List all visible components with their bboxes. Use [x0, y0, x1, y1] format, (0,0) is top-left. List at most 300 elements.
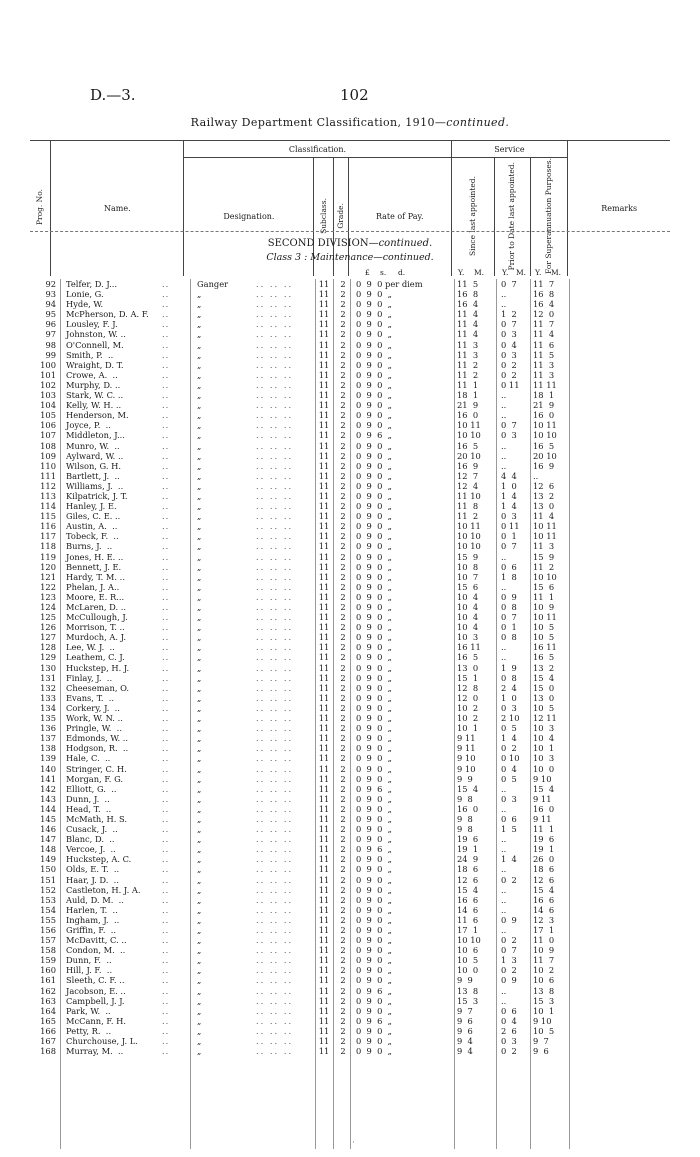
- leader-dots: .. .. ..: [256, 935, 294, 946]
- superannuation-cell: 11 7: [533, 279, 555, 289]
- rate-cell: 0 9 0 „: [356, 581, 392, 592]
- since-last-cell: 9 10: [457, 763, 476, 774]
- prog-no-cell: 146: [40, 824, 56, 835]
- leader-dots: .. .. ..: [256, 329, 294, 340]
- name-cell: Stringer, C. H.: [66, 763, 127, 774]
- name-cell: Huckstep, H. J.: [66, 662, 130, 673]
- leader-dots: ..: [162, 359, 170, 370]
- grade-cell: 2: [340, 1005, 346, 1016]
- prog-no-cell: 118: [40, 541, 56, 552]
- superannuation-cell: 11 5: [533, 349, 555, 360]
- prior-cell: ..: [501, 864, 507, 875]
- col-name: Name.: [51, 141, 184, 276]
- prior-cell: 0 7: [501, 279, 517, 289]
- name-cell: Churchouse, J. L.: [66, 1036, 138, 1047]
- leader-dots: ..: [162, 763, 170, 774]
- rate-cell: 0 9 0 „: [356, 834, 392, 845]
- superannuation-cell: 10 5: [533, 632, 555, 643]
- leader-dots: .. .. ..: [256, 925, 294, 935]
- prog-no-cell: 99: [45, 349, 56, 360]
- prog-no-cell: 143: [40, 793, 56, 804]
- leader-dots: ..: [162, 834, 170, 845]
- superannuation-cell: 9 7: [533, 1036, 549, 1047]
- table-row: [0, 663, 700, 673]
- subclass-cell: 11: [318, 914, 330, 925]
- prog-no-cell: 158: [40, 945, 56, 956]
- grade-cell: 2: [340, 773, 346, 784]
- name-cell: Petty, R. ..: [66, 1025, 112, 1036]
- name-cell: Huckstep, A. C.: [66, 854, 132, 865]
- since-last-cell: 9 4: [457, 1036, 473, 1047]
- since-last-cell: 9 9: [457, 975, 473, 986]
- superannuation-cell: 10 10: [533, 571, 557, 582]
- table-row: [0, 703, 700, 713]
- table-row: [0, 834, 700, 844]
- rate-cell: 0 9 6 „: [356, 844, 392, 855]
- since-last-cell: 20 10: [457, 450, 481, 461]
- designation-cell: „: [197, 571, 202, 582]
- table-row: [0, 683, 700, 693]
- name-cell: Head, T. ..: [66, 803, 112, 814]
- table-row: [0, 572, 700, 582]
- table-row: [0, 592, 700, 602]
- leader-dots: .. .. ..: [256, 1036, 294, 1047]
- name-cell: Morrison, T. ..: [66, 622, 125, 633]
- leader-dots: ..: [162, 672, 170, 683]
- grade-cell: 2: [340, 692, 346, 703]
- name-cell: Hyde, W.: [66, 299, 104, 310]
- table-row: [0, 885, 700, 895]
- designation-cell: „: [197, 975, 202, 986]
- col-prior: Prior to Date last appointed.: [495, 158, 531, 276]
- grade-cell: 2: [340, 793, 346, 804]
- leader-dots: .. .. ..: [256, 622, 294, 633]
- table-row: [0, 370, 700, 380]
- rate-cell: 0 9 0 „: [356, 803, 392, 814]
- leader-dots: ..: [162, 894, 170, 905]
- rate-cell: 0 9 0 „: [356, 400, 392, 411]
- since-last-cell: 10 10: [457, 541, 481, 552]
- leader-dots: .. .. ..: [256, 612, 294, 623]
- subclass-cell: 11: [318, 470, 330, 481]
- prog-no-cell: 154: [40, 904, 56, 915]
- designation-cell: „: [197, 329, 202, 340]
- since-last-cell: 11 2: [457, 511, 479, 522]
- since-last-cell: 9 6: [457, 1025, 473, 1036]
- table-row: [0, 319, 700, 329]
- leader-dots: ..: [162, 561, 170, 572]
- leader-dots: ..: [162, 975, 170, 986]
- superannuation-cell: 12 11: [533, 713, 557, 724]
- superannuation-cell: 10 5: [533, 1025, 555, 1036]
- prog-no-cell: 92: [45, 279, 56, 289]
- superannuation-cell: 10 11: [533, 521, 557, 532]
- leader-dots: ..: [162, 279, 170, 289]
- name-cell: Hill, J. F. ..: [66, 965, 113, 976]
- table-row: [0, 612, 700, 622]
- superannuation-cell: 10 5: [533, 622, 555, 633]
- leader-dots: .. .. ..: [256, 884, 294, 895]
- prog-no-cell: 163: [40, 995, 56, 1006]
- prog-no-cell: 97: [45, 329, 56, 340]
- superannuation-cell: 16 5: [533, 652, 555, 663]
- superannuation-cell: 16 5: [533, 440, 555, 451]
- leader-dots: .. .. ..: [256, 541, 294, 552]
- prog-no-cell: 111: [40, 470, 56, 481]
- rate-cell: 0 9 0 „: [356, 713, 392, 724]
- prog-no-cell: 132: [40, 682, 56, 693]
- name-cell: Cheeseman, O.: [66, 682, 130, 693]
- grade-cell: 2: [340, 935, 346, 946]
- name-cell: Auld, D. M. ..: [66, 894, 124, 905]
- name-cell: Edmonds, W. ..: [66, 733, 129, 744]
- rate-cell: 0 9 0 „: [356, 369, 392, 380]
- name-cell: Jones, H. E. ..: [66, 551, 124, 562]
- prog-no-cell: 122: [40, 581, 56, 592]
- leader-dots: .. .. ..: [256, 824, 294, 835]
- prior-cell: 0 6: [501, 813, 517, 824]
- prog-no-cell: 130: [40, 662, 56, 673]
- leader-dots: .. .. ..: [256, 854, 294, 865]
- grade-cell: 2: [340, 309, 346, 320]
- designation-cell: „: [197, 289, 202, 300]
- table-row: [0, 461, 700, 471]
- prog-no-cell: 167: [40, 1036, 56, 1047]
- prior-cell: 0 6: [501, 561, 517, 572]
- prior-cell: 0 2: [501, 743, 517, 754]
- prior-cell: ..: [501, 460, 507, 471]
- superannuation-cell: 11 0: [533, 935, 555, 946]
- since-last-cell: 9 10: [457, 753, 476, 764]
- grade-cell: 2: [340, 279, 346, 289]
- leader-dots: ..: [162, 319, 170, 330]
- subclass-cell: 11: [318, 511, 330, 522]
- prog-no-cell: 120: [40, 561, 56, 572]
- rate-cell: 0 9 0 „: [356, 793, 392, 804]
- prior-cell: ..: [501, 884, 507, 895]
- designation-cell: „: [197, 581, 202, 592]
- grade-cell: 2: [340, 612, 346, 623]
- grade-cell: 2: [340, 914, 346, 925]
- rate-cell: 0 9 0 „: [356, 470, 392, 481]
- rate-cell: 0 9 0 „: [356, 1036, 392, 1047]
- leader-dots: .. .. ..: [256, 763, 294, 774]
- table-row: [0, 814, 700, 824]
- superannuation-cell: 9 11: [533, 813, 552, 824]
- name-cell: Hale, C. ..: [66, 753, 111, 764]
- superannuation-cell: 13 0: [533, 501, 555, 512]
- leader-dots: ..: [162, 289, 170, 300]
- prog-no-cell: 93: [45, 289, 56, 300]
- name-cell: Burns, J. ..: [66, 541, 113, 552]
- leader-dots: ..: [162, 995, 170, 1006]
- grade-cell: 2: [340, 662, 346, 673]
- name-cell: Kelly, W. H. ..: [66, 400, 122, 411]
- leader-dots: .. .. ..: [256, 1046, 294, 1057]
- rate-cell: 0 9 0 per diem: [356, 279, 423, 289]
- table-row: [0, 673, 700, 683]
- designation-cell: „: [197, 955, 202, 966]
- prog-no-cell: 148: [40, 844, 56, 855]
- prog-no-cell: 160: [40, 965, 56, 976]
- leader-dots: ..: [162, 349, 170, 360]
- leader-dots: .. .. ..: [256, 733, 294, 744]
- grade-cell: 2: [340, 450, 346, 461]
- superannuation-cell: 11 7: [533, 319, 555, 330]
- designation-cell: „: [197, 1015, 202, 1026]
- leader-dots: ..: [162, 682, 170, 693]
- rate-cell: 0 9 0 „: [356, 541, 392, 552]
- leader-dots: .. .. ..: [256, 511, 294, 522]
- col-remarks: Remarks: [568, 141, 670, 276]
- designation-cell: „: [197, 743, 202, 754]
- designation-cell: „: [197, 450, 202, 461]
- name-cell: Haar, J. D. ..: [66, 874, 119, 885]
- grade-cell: 2: [340, 975, 346, 986]
- superannuation-cell: 18 6: [533, 864, 555, 875]
- since-last-cell: 10 11: [457, 521, 481, 532]
- grade-cell: 2: [340, 349, 346, 360]
- prior-cell: 0 9: [501, 975, 517, 986]
- superannuation-cell: 26 0: [533, 854, 555, 865]
- subclass-cell: 11: [318, 813, 330, 824]
- rate-cell: 0 9 0 „: [356, 702, 392, 713]
- table-row: [0, 632, 700, 642]
- since-last-cell: 9 4: [457, 1046, 473, 1057]
- since-last-cell: 15 1: [457, 672, 479, 683]
- subclass-cell: 11: [318, 803, 330, 814]
- prior-cell: 0 9: [501, 591, 517, 602]
- since-last-cell: 11 2: [457, 369, 479, 380]
- prog-no-cell: 164: [40, 1005, 56, 1016]
- since-last-cell: 16 0: [457, 803, 479, 814]
- rate-cell: 0 9 0 „: [356, 955, 392, 966]
- designation-cell: „: [197, 733, 202, 744]
- grade-cell: 2: [340, 894, 346, 905]
- grade-cell: 2: [340, 652, 346, 663]
- grade-cell: 2: [340, 571, 346, 582]
- rate-cell: 0 9 0 „: [356, 672, 392, 683]
- name-cell: Lee, W. J. ..: [66, 642, 115, 653]
- table-row: [0, 945, 700, 955]
- subclass-cell: 11: [318, 894, 330, 905]
- since-last-cell: 10 5: [457, 955, 479, 966]
- prog-no-cell: 156: [40, 925, 56, 935]
- name-cell: Murdoch, A. J.: [66, 632, 126, 643]
- name-cell: Aylward, W. ..: [66, 450, 124, 461]
- superannuation-cell: 11 1: [533, 591, 555, 602]
- name-cell: Dunn, J. ..: [66, 793, 110, 804]
- unit-months-3: M.: [551, 268, 562, 277]
- subclass-cell: 11: [318, 480, 330, 491]
- superannuation-cell: 16 9: [533, 460, 555, 471]
- leader-dots: ..: [162, 390, 170, 401]
- subclass-cell: 11: [318, 460, 330, 471]
- designation-cell: „: [197, 753, 202, 764]
- prior-cell: 0 11: [501, 521, 520, 532]
- name-cell: Cusack, J. ..: [66, 824, 118, 835]
- prog-no-cell: 159: [40, 955, 56, 966]
- superannuation-cell: 10 5: [533, 702, 555, 713]
- name-cell: Middleton, J...: [66, 430, 125, 441]
- prior-cell: 0 10: [501, 753, 520, 764]
- leader-dots: ..: [162, 854, 170, 865]
- prog-no-cell: 138: [40, 743, 56, 754]
- name-cell: Evans, T. ..: [66, 692, 115, 703]
- grade-cell: 2: [340, 854, 346, 865]
- table-row: [0, 531, 700, 541]
- rate-cell: 0 9 0 „: [356, 824, 392, 835]
- prior-cell: ..: [501, 834, 507, 845]
- since-last-cell: 12 4: [457, 480, 479, 491]
- grade-cell: 2: [340, 1015, 346, 1026]
- prior-cell: ..: [501, 904, 507, 915]
- superannuation-cell: 11 1: [533, 824, 555, 835]
- name-cell: Henderson, M.: [66, 410, 129, 421]
- name-cell: Work, W. N. ..: [66, 713, 123, 724]
- leader-dots: ..: [162, 955, 170, 966]
- rate-cell: 0 9 0 „: [356, 682, 392, 693]
- table-row: [0, 844, 700, 854]
- subclass-cell: 11: [318, 834, 330, 845]
- designation-cell: „: [197, 824, 202, 835]
- rate-cell: 0 9 0 „: [356, 935, 392, 946]
- name-cell: Hardy, T. M. ..: [66, 571, 125, 582]
- leader-dots: ..: [162, 773, 170, 784]
- name-cell: Williams, J. ..: [66, 480, 124, 491]
- table-row: [0, 996, 700, 1006]
- table-row: [0, 329, 700, 339]
- table-row: [0, 895, 700, 905]
- leader-dots: ..: [162, 733, 170, 744]
- col-subclass: Subclass.: [314, 158, 333, 276]
- grade-cell: 2: [340, 511, 346, 522]
- subclass-cell: 11: [318, 925, 330, 935]
- prog-no-cell: 110: [40, 460, 56, 471]
- superannuation-cell: 11 2: [533, 561, 555, 572]
- leader-dots: .. .. ..: [256, 713, 294, 724]
- prior-cell: 0 2: [501, 874, 517, 885]
- prior-cell: 1 8: [501, 571, 517, 582]
- leader-dots: .. .. ..: [256, 783, 294, 794]
- superannuation-cell: 10 9: [533, 602, 555, 612]
- leader-dots: ..: [162, 339, 170, 350]
- grade-cell: 2: [340, 289, 346, 300]
- subclass-cell: 11: [318, 612, 330, 623]
- table-row: [0, 420, 700, 430]
- title-continued: continued.: [446, 116, 510, 129]
- table-row: [0, 1016, 700, 1026]
- table-row: [0, 602, 700, 612]
- prior-cell: 1 4: [501, 733, 517, 744]
- rate-cell: 0 9 0 „: [356, 773, 392, 784]
- leader-dots: .. .. ..: [256, 309, 294, 320]
- grade-cell: 2: [340, 531, 346, 542]
- superannuation-cell: 10 10: [533, 430, 557, 441]
- since-last-cell: 10 10: [457, 935, 481, 946]
- grade-cell: 2: [340, 753, 346, 764]
- since-last-cell: 19 1: [457, 844, 479, 855]
- grade-cell: 2: [340, 995, 346, 1006]
- designation-cell: „: [197, 783, 202, 794]
- name-cell: Sleeth, C. F. ..: [66, 975, 125, 986]
- prior-cell: 0 3: [501, 430, 517, 441]
- grade-cell: 2: [340, 329, 346, 340]
- grade-cell: 2: [340, 420, 346, 431]
- leader-dots: .. .. ..: [256, 299, 294, 310]
- subclass-cell: 11: [318, 733, 330, 744]
- since-last-cell: 18 1: [457, 390, 479, 401]
- table-row: [0, 400, 700, 410]
- col-group-classification: Classification.: [184, 141, 451, 158]
- grade-cell: 2: [340, 733, 346, 744]
- leader-dots: .. .. ..: [256, 430, 294, 441]
- leader-dots: ..: [162, 501, 170, 512]
- table-row: [0, 875, 700, 885]
- rate-cell: 0 9 0 „: [356, 420, 392, 431]
- table-row: [0, 430, 700, 440]
- prog-no-cell: 121: [40, 571, 56, 582]
- prog-no-cell: 115: [40, 511, 56, 522]
- prior-cell: 0 3: [501, 329, 517, 340]
- rate-cell: 0 9 0 „: [356, 531, 392, 542]
- rate-cell: 0 9 0 „: [356, 602, 392, 612]
- leader-dots: ..: [162, 511, 170, 522]
- name-cell: McCann, F. H.: [66, 1015, 127, 1026]
- prog-no-cell: 96: [45, 319, 56, 330]
- name-cell: Johnston, W. ..: [66, 329, 126, 340]
- leader-dots: .. .. ..: [256, 410, 294, 421]
- prior-cell: 1 0: [501, 692, 517, 703]
- leader-dots: .. .. ..: [256, 490, 294, 501]
- superannuation-cell: 10 4: [533, 733, 555, 744]
- table-row: [0, 784, 700, 794]
- designation-cell: „: [197, 1005, 202, 1016]
- leader-dots: .. .. ..: [256, 531, 294, 542]
- prior-cell: 0 5: [501, 773, 517, 784]
- prog-no-cell: 129: [40, 652, 56, 663]
- leader-dots: ..: [162, 551, 170, 562]
- rate-cell: 0 9 0 „: [356, 874, 392, 885]
- name-cell: McDavitt, C. ..: [66, 935, 127, 946]
- name-cell: Ingham, J. ..: [66, 914, 120, 925]
- name-cell: McCullough, J.: [66, 612, 128, 623]
- leader-dots: ..: [162, 743, 170, 754]
- table-row: [0, 380, 700, 390]
- subclass-cell: 11: [318, 379, 330, 390]
- rate-cell: 0 9 0 „: [356, 723, 392, 734]
- rate-cell: 0 9 0 „: [356, 289, 392, 300]
- superannuation-cell: 9 6: [533, 1046, 549, 1057]
- grade-cell: 2: [340, 319, 346, 330]
- grade-cell: 2: [340, 985, 346, 996]
- grade-cell: 2: [340, 864, 346, 875]
- rate-cell: 0 9 0 „: [356, 662, 392, 673]
- subclass-cell: 11: [318, 884, 330, 895]
- designation-cell: „: [197, 834, 202, 845]
- leader-dots: .. .. ..: [256, 793, 294, 804]
- designation-cell: „: [197, 612, 202, 623]
- prior-cell: 1 9: [501, 662, 517, 673]
- prior-cell: 1 3: [501, 955, 517, 966]
- designation-cell: „: [197, 490, 202, 501]
- superannuation-cell: 10 6: [533, 975, 555, 986]
- subclass-cell: 11: [318, 299, 330, 310]
- leader-dots: ..: [162, 470, 170, 481]
- since-last-cell: 13 8: [457, 985, 479, 996]
- designation-cell: „: [197, 551, 202, 562]
- name-cell: Murray, M. ..: [66, 1046, 124, 1057]
